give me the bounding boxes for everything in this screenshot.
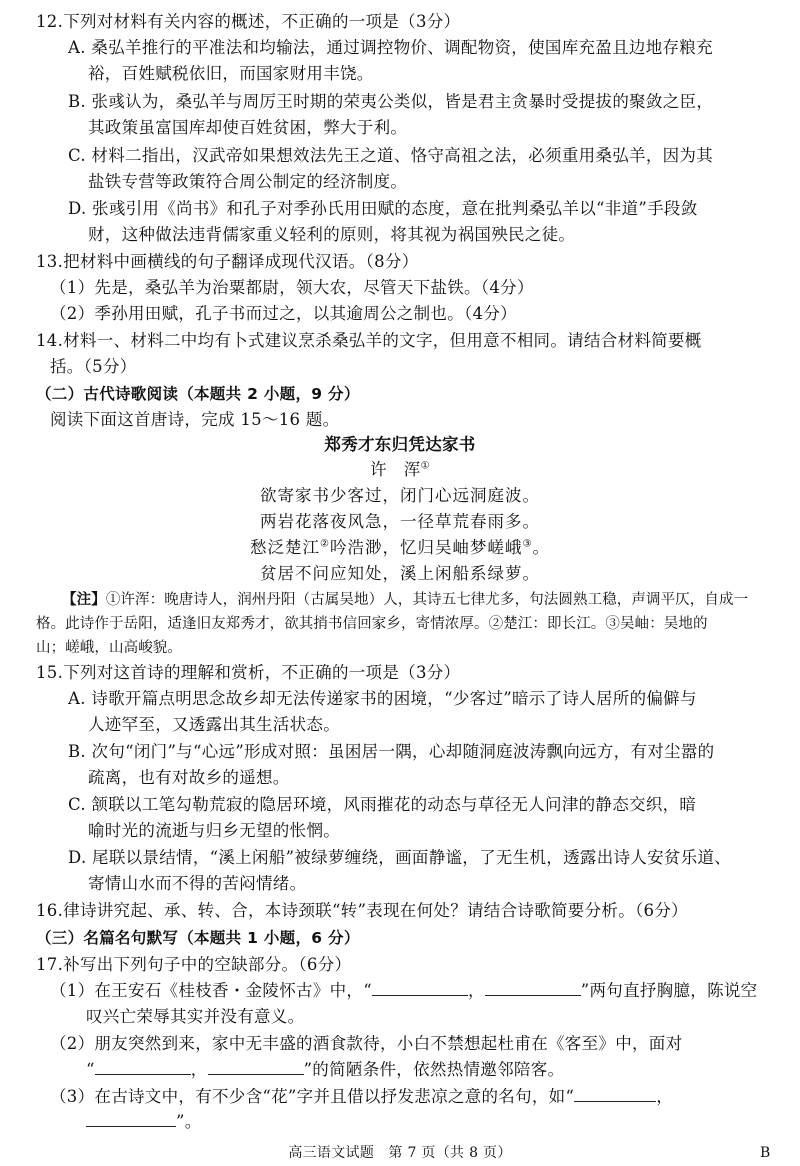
q17-stem: 17.补写出下列句子中的空缺部分。（6分） <box>36 955 352 974</box>
poem-verse-1: 欲寄家书少客过，闭门心远洞庭波。 <box>260 486 540 505</box>
q15-option-c-cont: 喻时光的流逝与归乡无望的怅惘。 <box>88 821 340 840</box>
section-3-title: （三）名篇名句默写（本题共 1 小题，6 分） <box>36 929 360 947</box>
poem-note-line-1 <box>62 588 748 612</box>
q17-item-1 <box>50 979 758 1003</box>
q15-option-a-cont: 人迹罕至，又透露出其生活状态。 <box>88 715 340 734</box>
answer-blank[interactable] <box>208 1058 304 1075</box>
answer-blank[interactable] <box>485 979 581 996</box>
poem-verse-3-part-1: 愁泛楚江 <box>250 538 321 557</box>
q12-option-a: A. 桑弘羊推行的平准法和均输法，通过调控物价、调配物资，使国库充盈且边地存粮充 <box>68 38 713 57</box>
poem-verse-3-part-3: 。 <box>532 538 550 557</box>
q15-option-d-cont: 寄情山水而不得的苦闷情绪。 <box>88 874 307 893</box>
poem-note-line-2: 格。此诗作于岳阳，适逢旧友郑秀才，欲其捎书信回家乡，寄情浓厚。②楚江：即长江。③吴岫：吴地的 <box>36 616 708 632</box>
q12-option-a-cont: 裕，百姓赋税依旧，而国家财用丰饶。 <box>88 64 374 83</box>
q17-item-1-text: （1）在王安石《桂枝香・金陵怀古》中，“ <box>50 981 372 1000</box>
q17-item-2-text-2: ”的简陋条件，依然热情邀邻陪客。 <box>303 1060 565 1079</box>
poem-verse-4: 贫居不问应知处，溪上闲船系绿萝。 <box>260 564 540 583</box>
q14-stem-cont: 括。（5分） <box>50 357 137 376</box>
q12-option-b-cont: 其政策虽富国库却使百姓贫困，弊大于利。 <box>88 118 408 137</box>
paper-version: B <box>760 1145 771 1161</box>
q13-sentence-2: （2）季孙用田赋，孔子书而过之，以其逾周公之制也。（4分） <box>50 304 517 323</box>
poem-note-mark-3: ③ <box>522 538 533 550</box>
poem-verse-3-part-2: 吟浩渺，忆归吴岫梦嵯峨 <box>330 538 523 557</box>
q17-item-3-end: ”。 <box>176 1112 202 1131</box>
q12-option-d: D. 张彧引用《尚书》和孔子对季孙氏用田赋的态度，意在批判桑弘羊以“非道”手段敛 <box>68 199 698 218</box>
q12-option-c-cont: 盐铁专营等政策符合周公制定的经济制度。 <box>88 172 408 191</box>
poem-verse-3 <box>0 536 800 560</box>
poem-note-mark-2: ② <box>320 538 330 550</box>
q17-item-2-open-quote: “ <box>86 1060 95 1079</box>
q17-item-2-comma: ， <box>190 1060 208 1079</box>
poem-verse-2: 两岩花落夜风急，一径草荒春雨多。 <box>260 512 540 531</box>
q15-option-d: D. 尾联以景结情，“溪上闲船”被绿萝缠绕，画面静谧，了无生机，透露出诗人安贫乐道、 <box>68 848 732 867</box>
q13-sentence-1: （1）先是，桑弘羊为治粟都尉，领大农，尽管天下盐铁。（4分） <box>50 278 534 297</box>
poem-author-note-mark: ① <box>420 460 430 472</box>
section-2-intro: 阅读下面这首唐诗，完成 15～16 题。 <box>50 410 340 429</box>
q15-option-c: C. 颔联以工笔勾勒荒寂的隐居环境，风雨摧花的动态与草径无人问津的静态交织，暗 <box>68 795 697 814</box>
q12-stem: 12.下列对材料有关内容的概述，不正确的一项是（3分） <box>36 12 461 31</box>
q15-stem: 15.下列对这首诗的理解和赏析，不正确的一项是（3分） <box>36 663 461 682</box>
q14-stem: 14.材料一、材料二中均有卜式建议烹杀桑弘羊的文字，但用意不相同。请结合材料简要概 <box>36 331 702 350</box>
poem-author <box>0 458 800 482</box>
q17-item-3-cont <box>86 1110 202 1134</box>
q15-option-b-cont: 疏离，也有对故乡的遥想。 <box>88 768 290 787</box>
q16-stem: 16.律诗讲究起、承、转、合，本诗颈联“转”表现在何处？请结合诗歌简要分析。（6分） <box>36 901 688 920</box>
q17-item-1-comma: ， <box>467 981 485 1000</box>
q17-item-3-text: （3）在古诗文中，有不少含“花”字并且借以抒发悲凉之意的名句，如“ <box>50 1087 575 1106</box>
answer-blank[interactable] <box>95 1058 191 1075</box>
q12-option-b: B. 张彧认为，桑弘羊与周厉王时期的荣夷公类似，皆是君主贪暴时受提拔的聚敛之臣， <box>68 92 714 111</box>
q17-item-3 <box>50 1085 673 1109</box>
poem-author-name: 许 浑 <box>370 460 421 479</box>
answer-blank[interactable] <box>372 979 468 996</box>
section-2-title: （二）古代诗歌阅读（本题共 2 小题，9 分） <box>36 385 360 403</box>
q15-option-a: A. 诗歌开篇点明思念故乡却无法传递家书的困境，“少客过”暗示了诗人居所的偏僻与 <box>68 689 697 708</box>
q15-option-b: B. 次句“闭门”与“心远”形成对照：虽困居一隅，心却随洞庭波涛飘向远方，有对尘嚣的 <box>68 742 715 761</box>
q13-stem: 13.把材料中画横线的句子翻译成现代汉语。（8分） <box>36 252 419 271</box>
q17-item-1-text-2: ”两句直抒胸臆，陈说空 <box>580 981 758 1000</box>
q17-item-2-cont <box>86 1058 564 1082</box>
q12-option-d-cont: 财，这种做法违背儒家重义轻利的原则，将其视为祸国殃民之徒。 <box>88 225 576 244</box>
answer-blank[interactable] <box>574 1085 656 1102</box>
q17-item-2: （2）朋友突然到来，家中无丰盛的酒食款待，小白不禁想起杜甫在《客至》中，面对 <box>50 1034 683 1053</box>
q12-option-c: C. 材料二指出，汉武帝如果想效法先王之道、恪守高祖之法，必须重用桑弘羊，因为其 <box>68 146 714 165</box>
q17-item-3-comma: ， <box>656 1087 674 1106</box>
answer-blank[interactable] <box>86 1110 176 1127</box>
q17-item-1-cont: 叹兴亡荣辱其实并没有意义。 <box>86 1007 305 1026</box>
poem-title: 郑秀才东归凭达家书 <box>324 435 476 454</box>
page-footer: 高三语文试题 第 7 页（共 8 页） <box>288 1145 512 1161</box>
poem-note-head: 【注】 <box>62 592 106 608</box>
poem-note-line-3: 山；嵯峨，山高峻貌。 <box>36 640 182 656</box>
poem-note-text-1: ①许浑：晚唐诗人，润州丹阳（古属吴地）人，其诗五七律尤多，句法圆熟工稳，声调平仄，自成一 <box>105 592 749 608</box>
